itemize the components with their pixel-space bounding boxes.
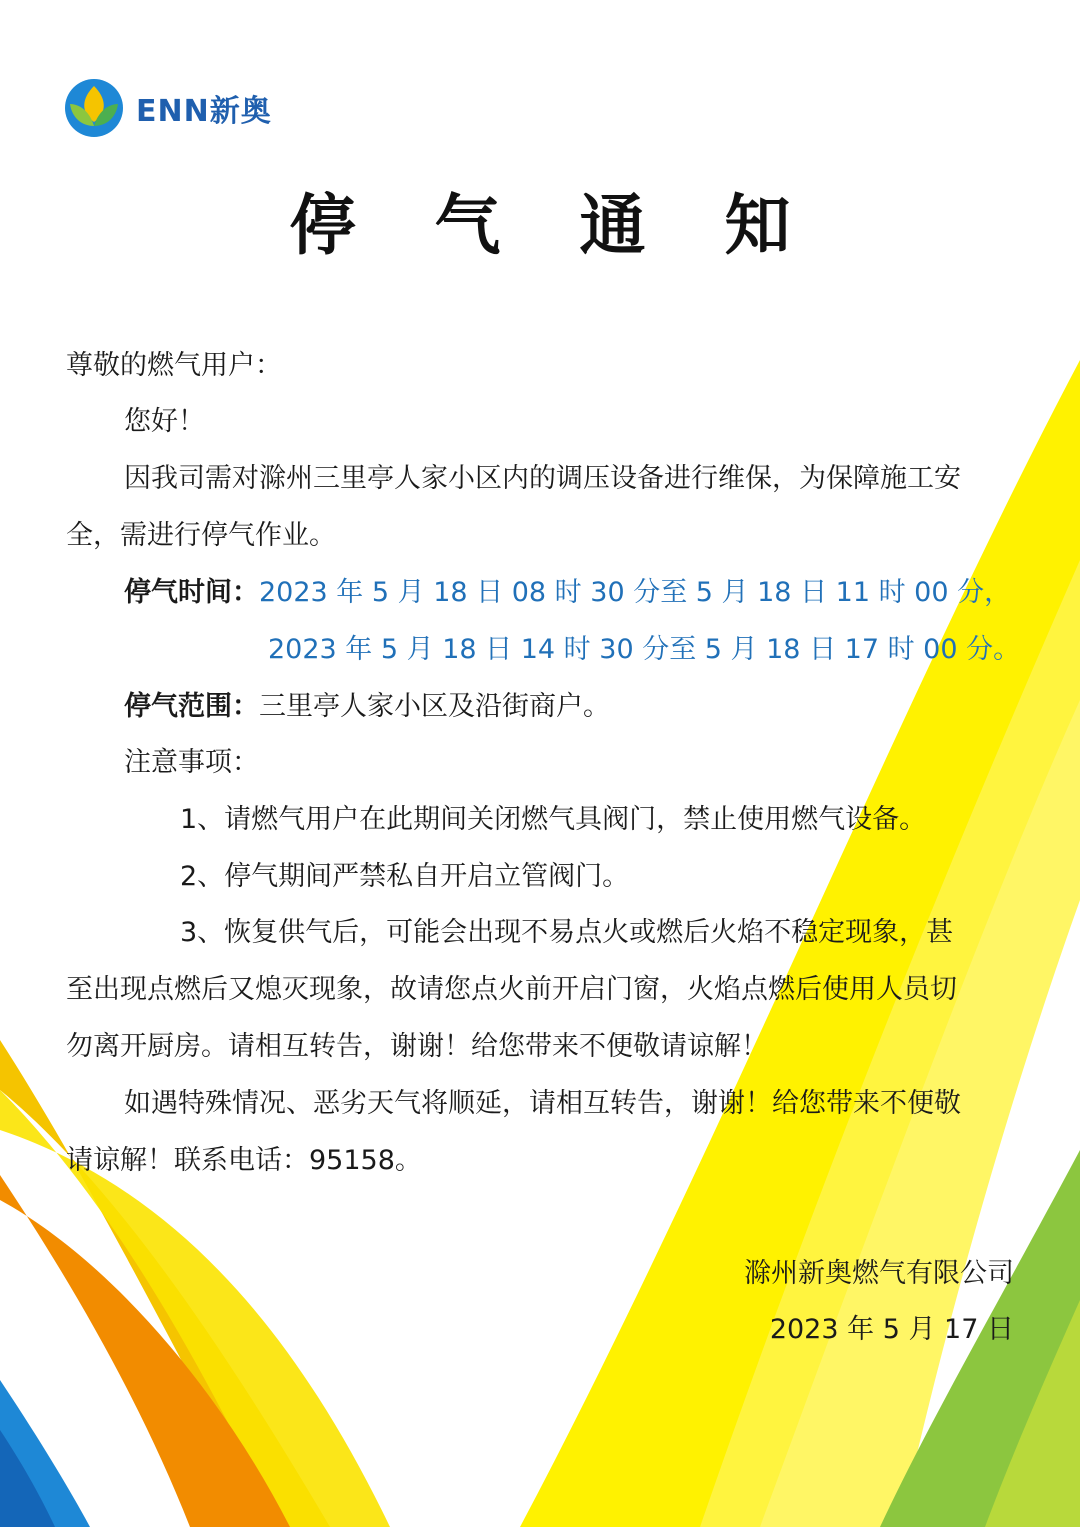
intro-line-1: 因我司需对滁州三里亭人家小区内的调压设备进行维保，为保障施工安 xyxy=(124,463,961,494)
notes-item-2: 2、停气期间严禁私自开启立管阀门。 xyxy=(180,861,630,892)
logo-wordmark: ENN新奥 xyxy=(136,94,272,129)
hello-text: 您好！ xyxy=(124,406,205,437)
greeting: 尊敬的燃气用户： xyxy=(66,350,282,381)
outage-time-label: 停气时间： xyxy=(124,577,259,608)
notes-item-3-line-2: 至出现点燃后又熄灭现象，故请您点火前开启门窗，火焰点燃后使用人员切 xyxy=(66,974,957,1005)
notes-label: 注意事项： xyxy=(124,747,259,778)
signature-date: 2023 年 5 月 17 日 xyxy=(769,1314,1014,1345)
notes-item-1: 1、请燃气用户在此期间关闭燃气具阀门，禁止使用燃气设备。 xyxy=(180,804,927,835)
company-logo xyxy=(64,78,272,138)
signature-company: 滁州新奥燃气有限公司 xyxy=(744,1258,1014,1289)
outage-scope-value: 三里亭人家小区及沿街商户。 xyxy=(259,691,610,722)
intro-line-2: 全，需进行停气作业。 xyxy=(66,520,336,551)
enn-logo-icon xyxy=(64,78,124,138)
closing-line-1: 如遇特殊情况、恶劣天气将顺延，请相互转告，谢谢！给您带来不便敬 xyxy=(124,1088,961,1119)
outage-time-line-2: 2023 年 5 月 18 日 14 时 30 分至 5 月 18 日 17 时 00 分。 xyxy=(268,634,1021,665)
notes-item-3-line-3: 勿离开厨房。请相互转告，谢谢！给您带来不便敬请谅解！ xyxy=(66,1031,768,1062)
outage-time-row xyxy=(124,576,1080,610)
outage-scope-row xyxy=(124,690,1080,724)
notes-item-3-line-1: 3、恢复供气后，可能会出现不易点火或燃后火焰不稳定现象，甚 xyxy=(180,917,954,948)
outage-time-line-1: 2023 年 5 月 18 日 08 时 30 分至 5 月 18 日 11 时 00 分， xyxy=(259,577,1012,608)
page-title: 停 气 通 知 xyxy=(289,187,819,264)
outage-scope-label: 停气范围： xyxy=(124,691,259,722)
closing-line-2: 请谅解！联系电话：95158。 xyxy=(66,1145,422,1176)
